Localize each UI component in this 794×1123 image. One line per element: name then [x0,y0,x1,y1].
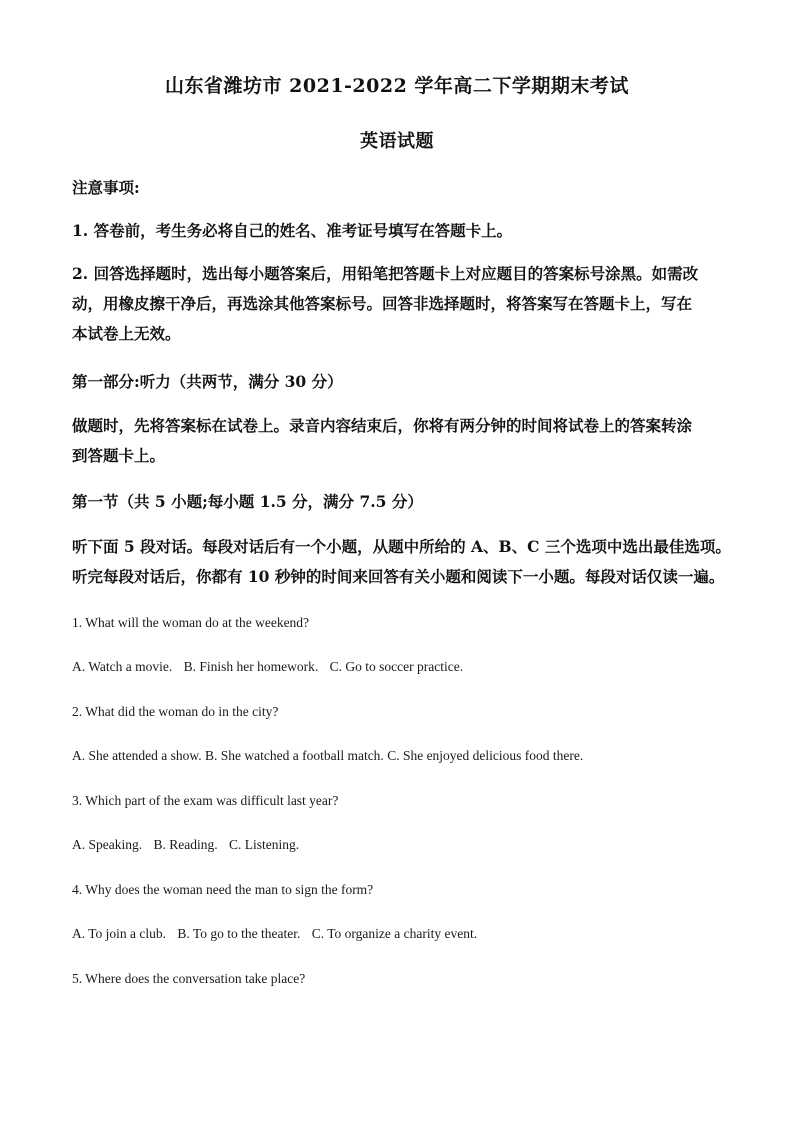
question-1-options [72,657,732,677]
section1-instruction-line: 听完每段对话后，你都有 10 秒钟的时间来回答有关小题和阅读下一小题。每段对话仅读一遍。 [72,567,725,586]
notice-item-2 [72,259,732,349]
option-c: C. She enjoyed delicious food there. [387,748,584,763]
option-a: A. To join a club. [72,926,167,941]
section1-instruction-line: 听下面 5 段对话。每段对话后有一个小题，从题中所给的 A、B、C 三个选项中选出最佳选项。 [72,537,731,556]
option-a: A. She attended a show. [72,748,202,763]
part1-intro-line: 到答题卡上。 [72,446,166,465]
part1-intro-line: 做题时，先将答案标在试卷上。录音内容结束后，你将有两分钟的时间将试卷上的答案转涂 [72,416,693,435]
option-b: B. Reading. [153,837,218,852]
option-b: B. To go to the theater. [177,926,301,941]
option-a: A. Speaking. [72,837,143,852]
section1-instructions [72,532,732,592]
question-2-options [72,746,732,766]
part1-intro [72,411,732,471]
option-b: B. She watched a football match. [204,748,384,763]
notice-heading: 注意事项: [72,178,140,197]
notice-item-2-line: 动，用橡皮擦干净后，再选涂其他答案标号。回答非选择题时，将答案写在答题卡上，写在 [72,294,693,313]
question-5: 5. Where does the conversation take place? [72,971,306,986]
option-c: C. To organize a charity event. [311,926,478,941]
option-c: C. Listening. [229,837,300,852]
notice-item-2-line: 2. 回答选择题时，选出每小题答案后，用铅笔把答题卡上对应题目的答案标号涂黑。如需改 [72,264,699,283]
question-4: 4. Why does the woman need the man to sign the form? [72,882,374,897]
question-3: 3. Which part of the exam was difficult last year? [72,793,339,808]
option-c: C. Go to soccer practice. [329,659,464,674]
exam-subtitle: 英语试题 [360,131,434,152]
section1-heading: 第一节（共 5 小题;每小题 1.5 分，满分 7.5 分） [72,492,423,511]
exam-title: 山东省潍坊市 2021-2022 学年高二下学期期末考试 [165,75,629,97]
notice-item-2-line: 本试卷上无效。 [72,324,181,343]
question-2: 2. What did the woman do in the city? [72,704,279,719]
question-4-options [72,924,732,944]
question-1: 1. What will the woman do at the weekend? [72,615,310,630]
option-a: A. Watch a movie. [72,659,173,674]
option-b: B. Finish her homework. [183,659,319,674]
question-3-options [72,835,732,855]
part1-heading: 第一部分:听力（共两节，满分 30 分） [72,372,343,391]
notice-item-1: 1. 答卷前，考生务必将自己的姓名、准考证号填写在答题卡上。 [72,221,513,240]
